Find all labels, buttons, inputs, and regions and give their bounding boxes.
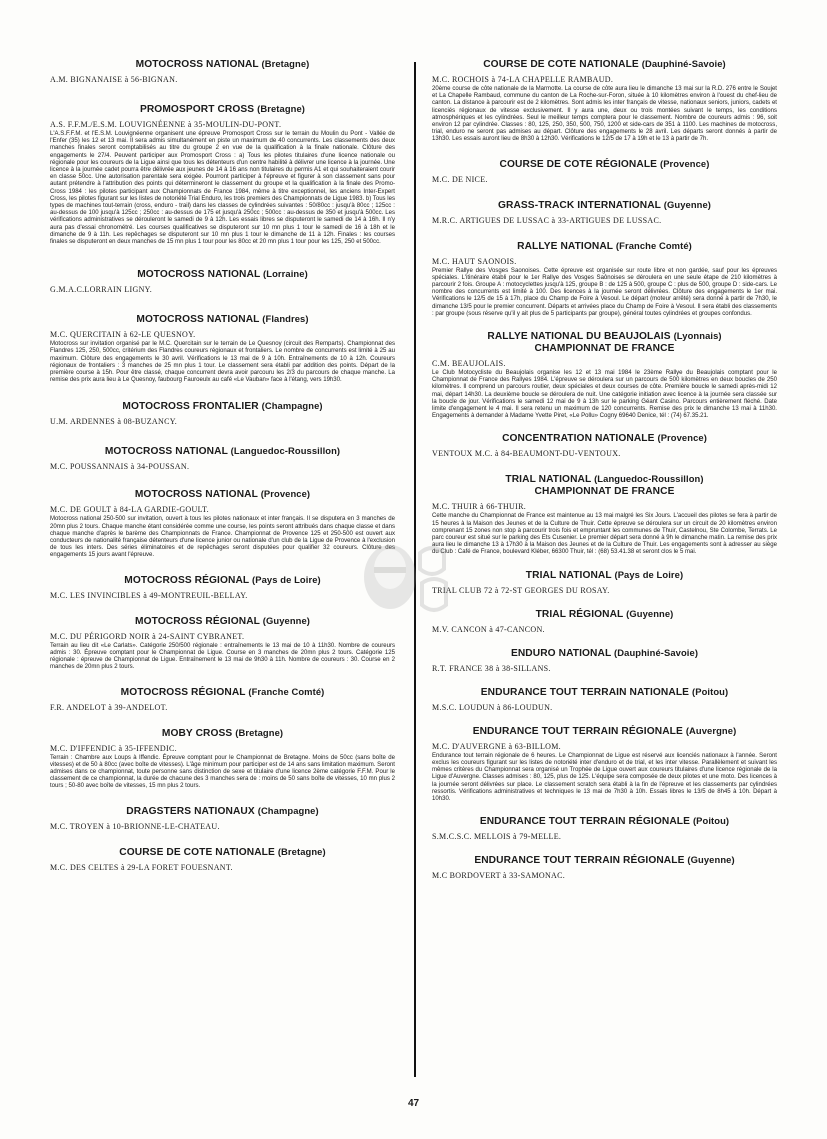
event-foret-fouesnant [50, 846, 395, 873]
event-iffendic [50, 727, 395, 791]
event-title: MOTOCROSS NATIONAL (Bretagne) [135, 58, 310, 70]
event-description: Terrain au lieu dit «Le Carlats». Catégorie 250/500 régionale : entraînements le 13 mai de 10 à 11h30. Nombre de coureurs admis : 30. Épreuve comptant pour le Championnat de Ligue. Course en 3 manches de 20mn plus 2 tours. Catégorie 125 régionale : épreuve de Championnat de Ligue. Entraînement le 13 mai de 9h30 à 11h. Nombre de coureurs : 30. Course en 2 manches de 20mn plus 2 tours. [50, 642, 395, 671]
event-billom [432, 725, 777, 803]
event-melle [432, 815, 777, 842]
event-title: ENDURANCE TOUT TERRAIN NATIONALE (Poitou) [480, 685, 729, 698]
event-samonac [432, 854, 777, 881]
event-title: COURSE DE COTE NATIONALE (Bretagne) [119, 845, 326, 858]
event-title: DRAGSTERS NATIONAUX (Champagne) [126, 804, 319, 817]
event-title: PROMOSPORT CROSS (Bretagne) [139, 103, 306, 115]
event-description: Endurance tout terrain régionale de 6 heures. Le Championnat de Ligue est réservé aux licenciés nationaux à l'année. Seront exclus les coureurs figurant sur les listes de notoriété inter d'enduro et de trial, et les inter vitesse. Parallèlement et suivant les mêmes critères du Championnat sera organisé un Trophée de Ligue ouvert aux coureurs titulaires d'une licence régionale de la Ligue d'Auvergne. Classes admises : 80, 125, plus de 125. L'équipe sera composée de deux pilotes et une moto. Des licences à la journée seront délivrées sur place. Le classement scratch sera établi à la fin de l'épreuve et les classements par cylindrées ressortis. Vérifications administratives et techniques le 13 mai de 7h30 à 10h. Essais libres le 13/5 de 8h45 à 10h. Départ à 10h30. [432, 752, 777, 802]
event-club: U.M. ARDENNES à 08-BUZANCY. [50, 417, 178, 427]
event-club: M.C BORDOVERT à 33-SAMONAC. [432, 871, 566, 881]
event-description: Motocross national 250-500 sur invitation, ouvert à tous les pilotes nationaux et inter français. Il se disputera en 3 manches de 20mn plus 2 tours. Chaque manche étant considérée comme une course, les points seront attribués dans chaque classe et dans chaque manche d'après le barème des Championnats de France. Championnat de Provence 125 et 250-500 est ouvert aux conducteurs de nationalité française détenteurs d'une licence junior ou nationale d'un club de la Ligue de Provence à l'exclusion de tous les inters. Des séries éliminatoires et de repêchages seront disputées pour qualifier 32 coureurs. Clôture des engagements 15 jours avant l'épreuve. [50, 516, 395, 559]
event-saint-cybranet [50, 615, 395, 672]
event-club: M.R.C. ARTIGUES DE LUSSAC à 33-ARTIGUES DE LUSSAC. [432, 215, 662, 225]
event-beaujolais [432, 330, 777, 420]
event-description: Motocross sur invitation organisé par le M.C. Quercitain sur le terrain de Le Quesnoy (circuit des Remparts). Championnat des Flandres 125, 250, 500cc, critérium des Flandres coureurs régionaux et frontaliers. Le nombre de concurrents est limité à 25 au maximum. Clôture des engagements le 30 avril. Vérifications le 13 mai de 9 à 10h. Entraînements de 10 à 12h. Coureurs régionaux de frontaliers : 3 manches de 25 mn plus 1 tour. Le classement sera établi par addition des points. Départ de la première course à 15h. Pour être classé, chaque concurrent devra avoir parcouru les 2/3 du parcours de chaque manche. La remise des prix aura lieu à Le Quesnoy, faubourg Fauroeulx au café «Le Vauban» face à l'étang, vers 19h30. [50, 341, 395, 384]
event-club: TRIAL CLUB 72 à 72-ST GEORGES DU ROSAY. [432, 585, 610, 595]
event-goult [50, 488, 395, 559]
event-description: L'A.S.F.F.M. et l'E.S.M. Louvignéenne organisent une épreuve Promosport Cross sur le terrain du Moulin du Pont - Vallée de l'Enfer (35) les 12 et 13 mai. Il sera admis simultanément en piste un maximum de 40 concurrents. Les classements des deux manches finales seront comptabilisés au titre du groupe 2 en vue de la qualification à la finale nationale. Clôture des engagements le 27/4. Peuvent participer aux Promosport Cross : a) Tous les pilotes titulaires d'une licence nationale ou régionale pour les coureurs de la Ligue ainsi que tous les détenteurs d'un centre habilité à délivrer une licence à la journée. Une licence à la journée cadet pourra être délivrée aux jeunes de 14 à 16 ans non titulaires du permis A1 et qui souhaiteraient courir en classe 50cc. Une autorisation parentale sera exigée. Pourront participer à l'épreuve et figurer à son classement sans pour autant prétendre à l'attribution des points qui détermineront le classement du groupe et la qualification à la finale des Promo-Cross 1984 : les pilotes participant aux Championnats de France 1984, même à titre exceptionnel, les anciens Inter-Expert Cross, les pilotes figurant sur les listes de notoriété Trial Enduro, les trois premiers des Championnats de Ligue 1983. b) Tous les types de machines tout-terrain (cross, enduro - trail) dans les classes de cylindrées suivantes : 50/80cc : jusqu'à 80cc ; 125cc : au-dessus de 100 jusqu'à 125cc ; 250cc : au-dessus de 175 et jusqu'à 250cc ; 500cc : au-dessus de 350 et jusqu'à 500cc. Les vérifications administratives se dérouleront le samedi de 9 à 12h. Les essais libres se disputeront le samedi de 14 à 16h. Il n'y aura pas d'essai chronométré. Les courses qualificatives se disputeront sur 10 mn plus 1 tour le samedi de 16 à 18h et le dimanche de 9 à 11h. Les repêchages se disputeront sur 10 mn plus 1 tour le dimanche de 11 à 12h. Finales : les courses finales se disputeront en deux manches de 15 mn plus 1 tour pour les 80cc et 20 mn plus 1 tour pour les 125, 250 et 500cc. [50, 131, 395, 246]
event-club: VENTOUX M.C. à 84-BEAUMONT-DU-VENTOUX. [432, 449, 621, 459]
event-club: M.C. DE GOULT à 84-LA GARDIE-GOULT. [50, 505, 209, 515]
event-title: MOTOCROSS FRONTALIER (Champagne) [122, 400, 323, 413]
event-club: M.C. DU PÉRIGORD NOIR à 24-SAINT CYBRANET. [50, 631, 245, 641]
event-buzancy [50, 400, 395, 427]
event-le-quesnoy [50, 313, 395, 384]
event-club: C.M. BEAUJOLAIS. [432, 359, 506, 369]
event-title: CONCENTRATION NATIONALE (Provence) [502, 432, 707, 445]
event-club: A.M. BIGNANAISE à 56-BIGNAN. [50, 75, 178, 84]
event-club: G.M.A.C.LORRAIN LIGNY. [50, 285, 153, 295]
event-club: M.C. D'IFFENDIC à 35-IFFENDIC. [50, 743, 177, 753]
event-title: ENDURANCE TOUT TERRAIN RÉGIONALE (Guyenne) [474, 854, 735, 867]
event-club: M.C. QUERCITAIN à 62-LE QUESNOY. [50, 330, 196, 340]
event-club: M.C. POUSSANNAIS à 34-POUSSAN. [50, 462, 190, 472]
event-club: M.C. THUIR à 66-THUIR. [432, 502, 527, 512]
event-ligny [50, 268, 395, 295]
watermark-stamp [360, 535, 468, 625]
event-title: RALLYE NATIONAL DU BEAUJOLAIS (Lyonnais) CHAMPIONNAT DE FRANCE [487, 330, 722, 355]
right-column [432, 58, 777, 887]
event-sillans [432, 647, 777, 674]
event-title: MOTOCROSS RÉGIONAL (Guyenne) [134, 614, 311, 627]
event-poussan [50, 445, 395, 472]
event-title: ENDURANCE TOUT TERRAIN RÉGIONALE (Poitou) [479, 815, 730, 828]
event-club: F.R. ANDELOT à 39-ANDELOT. [50, 702, 168, 712]
event-title: MOTOCROSS NATIONAL (Flandres) [136, 313, 309, 326]
event-loudun [432, 686, 777, 713]
event-title: MOTOCROSS RÉGIONAL (Pays de Loire) [124, 573, 321, 586]
event-thuir [432, 473, 777, 556]
event-artigues [432, 199, 777, 226]
event-brionne [50, 805, 395, 832]
event-club: M.C. TROYEN à 10-BRIONNE-LE-CHATEAU. [50, 821, 220, 831]
event-title: MOTOCROSS NATIONAL (Languedoc-Roussillon) [104, 445, 341, 458]
event-description: 20ème course de côte nationale de la Marmotte. La course de côte aura lieu le dimanche 13 mai sur la R.D. 276 entre le Soujet et La Chapelle Rambaud, commune du canton de La Roche-sur-Foron, située à 10 kilomètres environ à l'ouest du chef-lieu de canton. La distance à parcourir est de 2 kilomètres. Sont admis les inter français de vitesse, nationaux seniors, juniors, cadets et licenciés régionaux de vitesse exclusivement. Il y aura une, deux ou trois montées suivant le temps, les conditions atmosphériques et les cylindrées. Seul le meilleur temps comptera pour le classement. Nombre de coureurs admis : 96, soit environ 12 par cylindrée. Classes : 80, 125, 250, 350, 500, 750, 1200 et side-cars de 351 à 1100. Les machines de motocross, trial, enduro ne seront pas admises au départ. Clôture des engagements le 28 avril. Les départs seront donnés à partir de 13h30. Les essais auront lieu de 8h30 à 12h30. Vérifications le 12/5 de 17 à 19h et le 13 à partir de 7h. [432, 86, 777, 143]
event-club: M.C. ROCHOIS à 74-LA CHAPELLE RAMBAUD. [432, 75, 614, 84]
event-club: R.T. FRANCE 38 à 38-SILLANS. [432, 663, 551, 673]
event-andelot [50, 686, 395, 713]
event-title: TRIAL NATIONAL (Pays de Loire) [525, 568, 684, 581]
event-montreuil-bellay [50, 574, 395, 601]
event-st-georges [432, 569, 777, 596]
event-club: M.C. DES CELTES à 29-LA FORET FOUESNANT. [50, 862, 233, 872]
event-title: ENDURO NATIONAL (Dauphiné-Savoie) [510, 646, 699, 659]
event-title: RALLYE NATIONAL (Franche Comté) [517, 239, 692, 252]
event-club: M.C. DE NICE. [432, 174, 488, 184]
event-title: MOBY CROSS (Bretagne) [161, 726, 284, 739]
left-column [50, 58, 395, 879]
event-club: S.M.C.S.C. MELLOIS à 79-MELLE. [432, 832, 562, 842]
event-chapelle-rambaud [432, 58, 777, 144]
event-description: Terrain : Chambre aux Loups à Iffendic. Épreuve comptant pour le Championnat de Bretagne. Moins de 50cc (sans boîte de vitesses) et de 50 à 80cc (avec boîte de vitesses). L'âge minimum pour participer est de 14 ans sans limitation maximum. Seront admises dans ce championnat, toute personne sans distinction de sexe et titulaire d'une licence 2ème catégorie F.F.M. Pour le classement de ce championnat, la durée de chacune des 3 manches sera de : moins de 50 sans boîte de vitesses, 10 mn plus 2 tours ; 50-80 avec boîte de vitesses, 15 mn plus 2 tours. [50, 754, 395, 790]
event-title: GRASS-TRACK INTERNATIONAL (Guyenne) [497, 198, 712, 211]
event-description: Premier Rallye des Vosges Saonoises. Cette épreuve est organisée sur route libre et non gardée, sauf pour les épreuves spéciales. L'itinéraire établi pour le 1er Rallye des Vosges Saônoises se déroulera en une seule étape de 210 kilomètres à parcourir 2 fois. Groupe A : motocyclettes jusqu'à 125, groupe B : de 125 à 500, groupe C : plus de 500, groupe D : side-cars. Le nombre des concurrents est limité à 100. Des licences à la journée seront délivrées. Clôture des engagements le 1er mai. Vérifications le 12/5 de 15 à 17h, place du Champ de Foire à Vesoul. Le départ (moteur arrêté) sera donné à partir de 7h30, le dimanche 13/5 pour le premier concurrent. Départs et arrivées place du Champ de Foire à Vesoul. Il sera établi des classements : par groupe (sous réserve qu'il y ait plus de 5 participants par groupe), général toutes cylindrées et groupes confondus. [432, 267, 777, 317]
event-title: TRIAL NATIONAL (Languedoc-Roussillon) CHAMPIONNAT DE FRANCE [505, 473, 704, 498]
event-title: ENDURANCE TOUT TERRAIN RÉGIONALE (Auvergne) [472, 724, 737, 737]
event-title: MOTOCROSS RÉGIONAL (Franche Comté) [120, 685, 325, 698]
event-description: Le Club Motocycliste du Beaujolais organise les 12 et 13 mai 1984 le 23ème Rallye du Beaujolais comptant pour le Championnat de France des Rallyes 1984. L'épreuve se déroulera sur un parcours de 500 kilomètres en deux boucles de 250 kilomètres. Il comprend un parcours routier, deux spéciales et deux courses de côte. Première boucle le samedi après-midi 12 mai, départ 14h30. La deuxième boucle se déroulera de nuit. Une catégorie initiation avec licence à la journée sera classée sur la boucle de jour. Vérifications le samedi 12 mai de 9 à 13h sur le parking Géant Casino. Parcours entièrement fléché. Date limite d'engagement le 4 mai. Il sera retenu un maximum de 120 concurrents. Remise des prix le dimanche 13 mai à 11h30. Engagements à demander à Madame Yvette Piret, «Le Pollu» Cogny 69640 Denice, tél : (74) 67.35.21. [432, 370, 777, 420]
page-number: 47 [407, 1098, 420, 1109]
event-club: M.C. HAUT SAONOIS. [432, 256, 517, 266]
event-club: M.S.C. LOUDUN à 86-LOUDUN. [432, 702, 553, 712]
event-description: Cette manche du Championnat de France est maintenue au 13 mai malgré les Six Jours. L'accueil des pilotes se fera à partir de 15 heures à la Maison des Jeunes et de la Culture de Thuir. Cette épreuve se déroulera sur un circuit de 20 kilomètres environ comprenant 15 zones non stop à parcourir trois fois et empruntant les communes de Thuir, Castelnou, Ste Colombe, Terrats. Le parc coureur est situé sur le parking des Ets Cusenier. Le premier départ sera donné à 9h le dimanche matin. La remise des prix aura lieu le dimanche 13 à 17h30 à la Maison des Jeunes et de la Culture de Thuir. Les engagements sont à adresser au siège du Club : Café de France, boulevard Kléber, 66300 Thuir, tél : (68) 53.41.38 et seront clos le 5 mai. [432, 513, 777, 556]
event-beaumont [432, 432, 777, 459]
event-title: MOTOCROSS NATIONAL (Lorraine) [137, 268, 308, 281]
event-bignan [50, 58, 395, 85]
event-club: A.S. F.F.M./E.S.M. LOUVIGNÉENNE à 35-MOULIN-DU-PONT. [50, 120, 282, 129]
event-title: TRIAL RÉGIONAL (Guyenne) [535, 607, 674, 620]
event-nice [432, 158, 777, 185]
event-club: M.V. CANCON à 47-CANCON. [432, 624, 545, 634]
event-title: COURSE DE COTE NATIONALE (Dauphiné-Savoie) [483, 58, 726, 70]
event-moulin-du-pont [50, 103, 395, 246]
event-club: M.C. D'AUVERGNE à 63-BILLOM. [432, 741, 561, 751]
event-title: COURSE DE COTE RÉGIONALE (Provence) [499, 157, 710, 170]
event-haut-saonois [432, 240, 777, 318]
event-club: M.C. LES INVINCIBLES à 49-MONTREUIL-BELLAY. [50, 590, 248, 600]
event-title: MOTOCROSS NATIONAL (Provence) [134, 488, 311, 501]
event-cancon [432, 608, 777, 635]
